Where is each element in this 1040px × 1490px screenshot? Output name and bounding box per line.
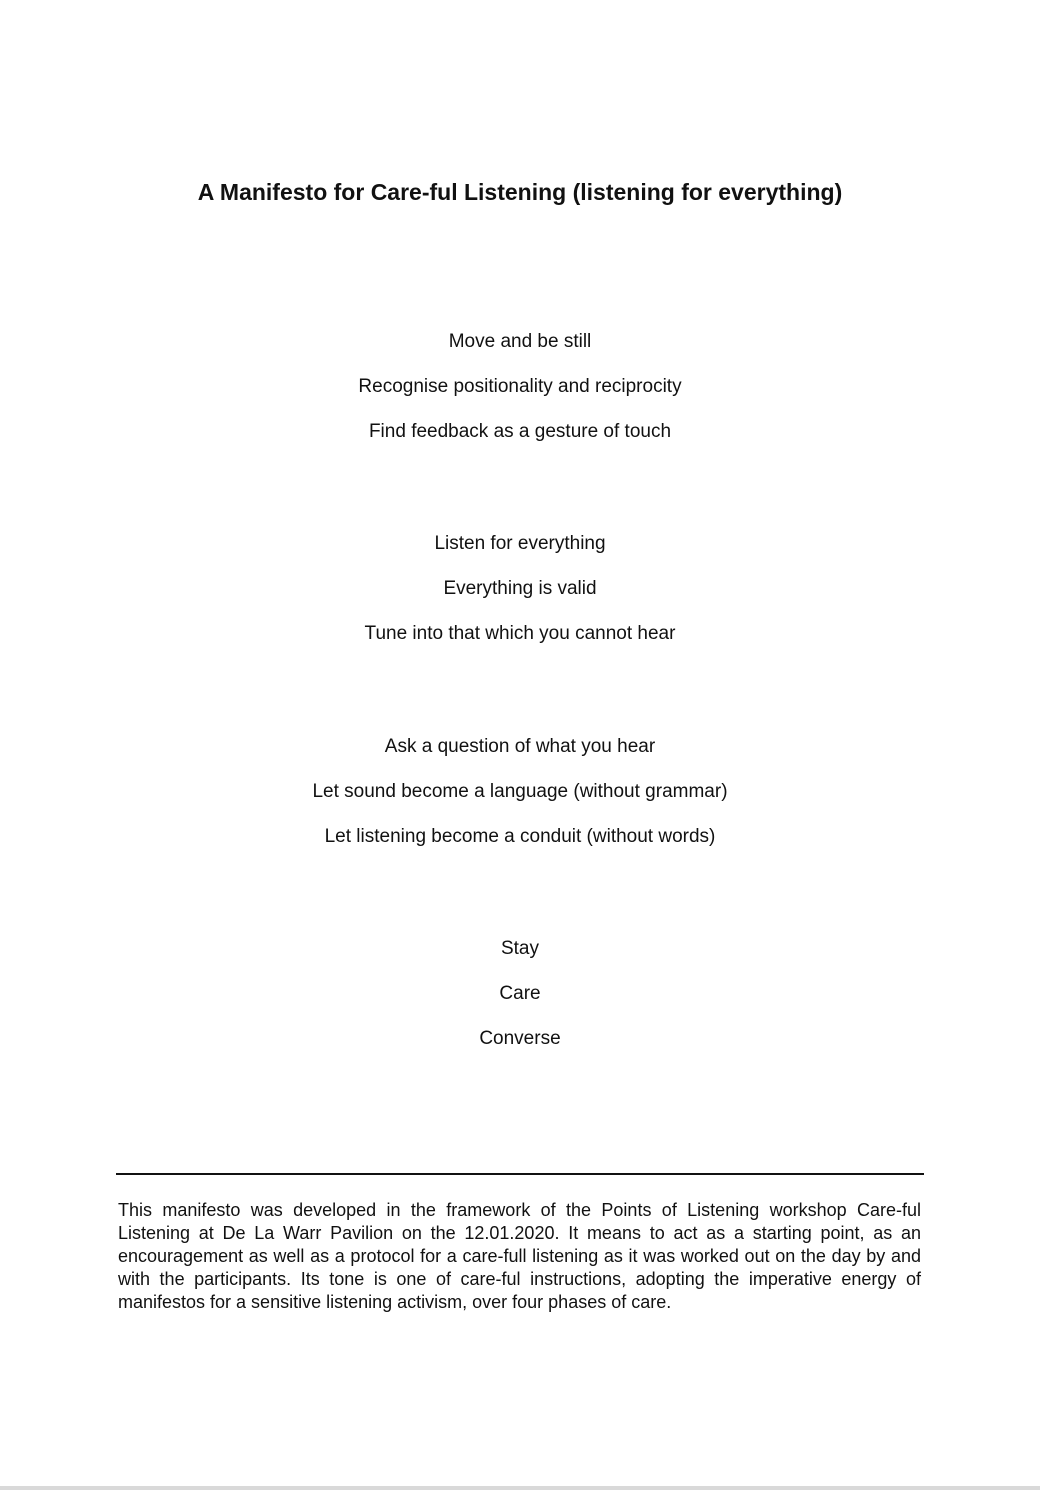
stanza-2 [0,532,1040,667]
manifesto-line: Listen for everything [434,533,606,554]
manifesto-line: Find feedback as a gesture of touch [368,421,672,442]
manifesto-line: Ask a question of what you hear [384,736,656,757]
manifesto-line: Everything is valid [443,578,597,599]
manifesto-line: Move and be still [448,331,592,352]
stanza-1 [0,330,1040,465]
manifesto-line: Converse [479,1028,561,1049]
stanza-4 [0,937,1040,1072]
manifesto-line: Stay [500,938,540,959]
manifesto-line: Care [499,983,541,1004]
page-bottom-edge [0,1486,1040,1490]
footnote: This manifesto was developed in the framework of the Points of Listening workshop Care-ful Listening at De La Warr Pavilion on the 12.01.2020. It means to act as a starting point, as an encouragement as well as a protocol for a care-full listening as it was worked out on the day by and with the participants. Its tone is one of care-ful instructions, adopting the imperative energy of manifestos for a sensitive listening activism, over four phases of care. [118,1200,921,1312]
page-title: A Manifesto for Care-ful Listening (listening for everything) [197,179,843,205]
manifesto-line: Recognise positionality and reciprocity [358,376,682,397]
manifesto-line: Let listening become a conduit (without words) [324,826,716,847]
footnote-divider [116,1173,924,1175]
manifesto-line: Let sound become a language (without grammar) [312,781,728,802]
manifesto-line: Tune into that which you cannot hear [364,623,676,644]
stanza-3 [0,735,1040,870]
